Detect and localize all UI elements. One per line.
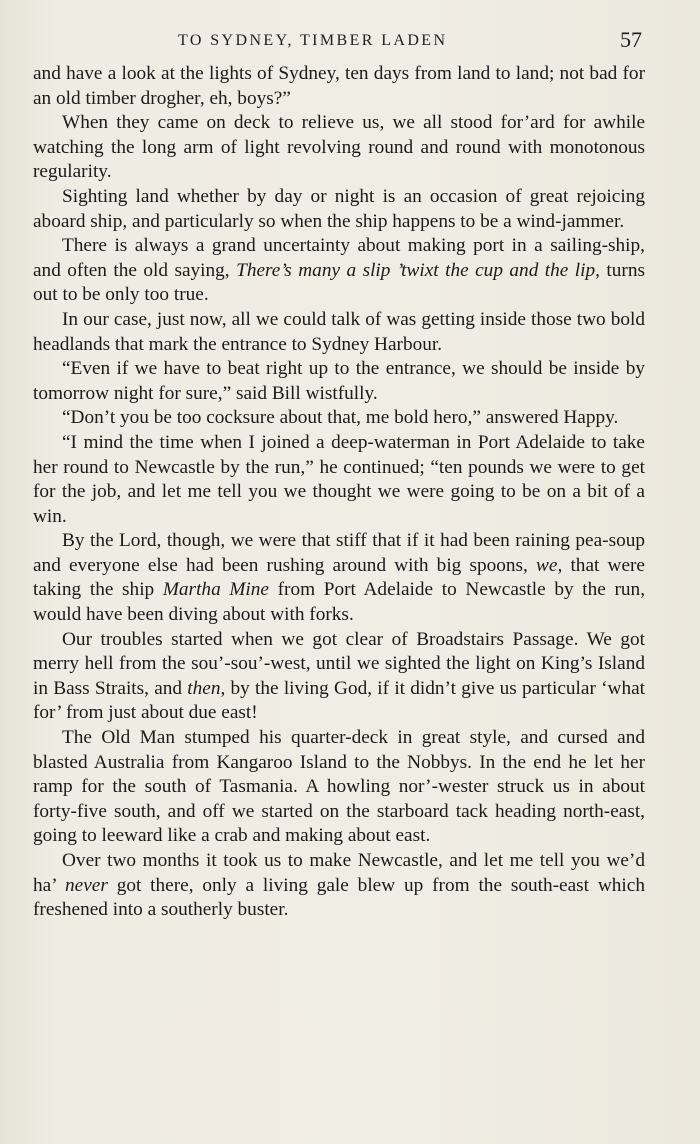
text-run: The Old Man stumped his quarter-deck in great style, and cursed and blasted Australia from Kangaroo Island to the Nobbys. In the end he let her ramp for the south of Tasmania. A howling nor’-wester struck us in about forty-five south, and off we started on the starboard tack heading north-east, going to leeward like a crab and making about east.: [33, 727, 645, 847]
paragraph: [33, 111, 645, 185]
paragraph: [33, 234, 645, 308]
italic-text: Martha Mine: [162, 579, 269, 601]
paragraph: [33, 406, 645, 431]
paragraph: [33, 628, 645, 726]
text-run: Over two months it took us to make Newcastle, and let me tell you we’d ha’: [33, 850, 645, 896]
text-run: When they came on deck to relieve us, we all stood for’ard for awhile watching the long arm of light revolving round and round with monotonous regularity.: [33, 112, 645, 183]
page-number: 57: [620, 27, 642, 52]
italic-text: we: [536, 554, 558, 576]
paragraph: [33, 308, 645, 357]
text-run: There is always a grand uncertainty about making port in a sailing-ship, and often the old saying,: [33, 235, 645, 281]
text-run: “I mind the time when I joined a deep-waterman in Port Adelaide to take her round to Newcastle by the run,” he continued; “ten pounds we were to get for the job, and let me tell you we thought we were going to be on a bit of a win.: [33, 431, 645, 527]
body-text: [33, 62, 645, 923]
text-run: got there, only a living gale blew up from the south-east which freshened into a southerly buster.: [33, 874, 645, 921]
italic-text: There’s many a slip ’twixt the cup and the lip: [236, 259, 596, 281]
running-head: TO SYDNEY, TIMBER LADEN: [178, 32, 448, 49]
paragraph: [33, 62, 645, 111]
text-run: from Port Adelaide to Newcastle by the run, would have been diving about with forks.: [33, 579, 646, 626]
text-run: , by the living God, if it didn’t give us particular ‘what for’ from just about due east!: [33, 677, 645, 724]
paragraph: [33, 431, 645, 529]
text-run: , that were taking the ship: [33, 554, 645, 601]
text-run: and have a look at the lights of Sydney, ten days from land to land; not bad for an old timber drogher, eh, boys?”: [33, 63, 645, 109]
text-run: “Don’t you be too cocksure about that, me bold hero,” answered Happy.: [62, 407, 619, 429]
paragraph: [33, 529, 645, 627]
text-run: In our case, just now, all we could talk of was getting inside those two bold headlands that mark the entrance to Sydney Harbour.: [33, 308, 645, 355]
text-run: Sighting land whether by day or night is an occasion of great rejoicing aboard ship, and particularly so when the ship happens to be a wind-jammer.: [33, 185, 645, 232]
paragraph: [33, 726, 645, 849]
text-run: Our troubles started when we got clear of Broadstairs Passage. We got merry hell from the sou’-sou’-west, until we sighted the light on King’s Island in Bass Straits, and: [33, 628, 645, 699]
text-run: “Even if we have to beat right up to the entrance, we should be inside by tomorrow night for sure,” said Bill wistfully.: [33, 358, 645, 404]
page-header: [0, 27, 700, 54]
text-run: By the Lord, though, we were that stiff that if it had been raining pea-soup and everyone else had been rushing around with big spoons,: [33, 530, 645, 576]
text-run: , turns out to be only too true.: [33, 259, 645, 306]
paragraph: [33, 185, 645, 234]
italic-text: never: [65, 874, 108, 896]
paragraph: [33, 849, 645, 923]
italic-text: then: [187, 677, 221, 699]
paragraph: [33, 357, 645, 406]
